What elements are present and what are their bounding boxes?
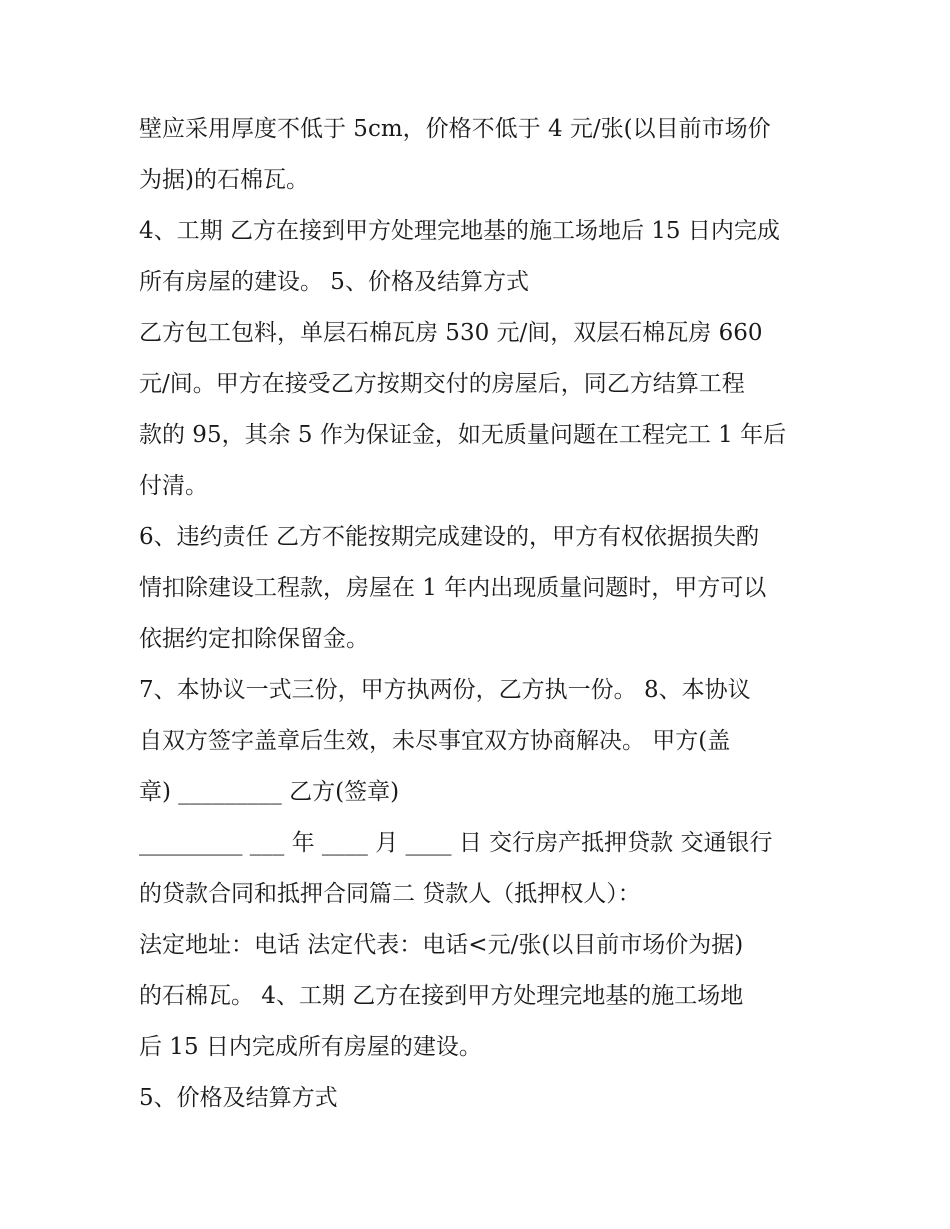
contract-text: [139, 104, 829, 1124]
text-line: 付清。: [139, 473, 208, 499]
text-line: _________ ___ 年 ____ 月 ____ 日 交行房产抵押贷款 交通银行: [139, 830, 773, 856]
text-line: 乙方包工包料，单层石棉瓦房 530 元/间，双层石棉瓦房 660: [139, 320, 763, 346]
text-line: 依据约定扣除保留金。: [139, 626, 369, 652]
text-line: 4、工期 乙方在接到甲方处理完地基的施工场地后 15 日内完成: [139, 218, 780, 244]
text-line: 后 15 日内完成所有房屋的建设。: [139, 1034, 482, 1060]
text-line: 壁应采用厚度不低于 5cm，价格不低于 4 元/张(以目前市场价: [139, 116, 771, 142]
text-line: 的石棉瓦。 4、工期 乙方在接到甲方处理完地基的施工场地: [139, 983, 744, 1009]
text-line: 章) _________ 乙方(签章): [139, 779, 400, 805]
text-line: 6、违约责任 乙方不能按期完成建设的，甲方有权依据损失酌: [139, 524, 759, 550]
text-line: 7、本协议一式三份，甲方执两份，乙方执一份。 8、本协议: [139, 677, 751, 703]
text-line: 情扣除建设工程款，房屋在 1 年内出现质量问题时，甲方可以: [139, 575, 767, 601]
text-line: 为据)的石棉瓦。: [139, 167, 309, 193]
text-line: 5、价格及结算方式: [139, 1085, 338, 1111]
text-line: 元/间。甲方在接受乙方按期交付的房屋后，同乙方结算工程: [139, 371, 745, 397]
text-line: 款的 95，其余 5 作为保证金，如无质量问题在工程完工 1 年后: [139, 422, 787, 448]
text-line: 的贷款合同和抵押合同篇二 贷款人（抵押权人）：: [139, 881, 641, 907]
text-line: 所有房屋的建设。 5、价格及结算方式: [139, 269, 529, 295]
text-line: 自双方签字盖章后生效，未尽事宜双方协商解决。 甲方(盖: [139, 728, 731, 754]
text-line: 法定地址：电话 法定代表：电话<元/张(以目前市场价为据): [139, 932, 744, 958]
